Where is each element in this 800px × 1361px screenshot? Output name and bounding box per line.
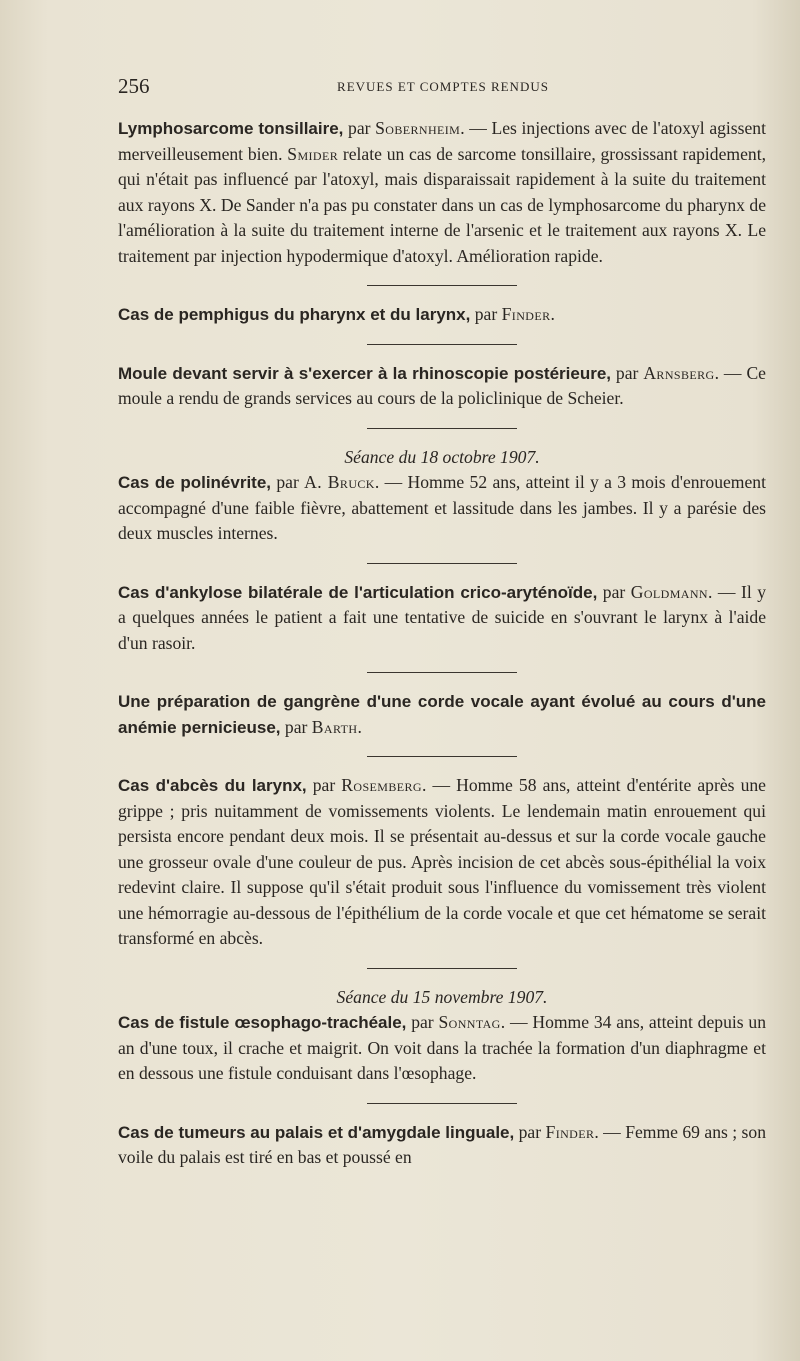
entry-text: . — Homme 52 ans, atteint il y a 3 mois d'enrouement accompagné d'une faible fièvre, abattement et lassitude dans les jambes. Il y a parésie des deux muscles internes. [118,472,766,543]
entry-paragraph [118,470,766,547]
section-divider [367,428,517,429]
entry-text: . [357,716,362,737]
entry-text: . — Il y a quelques années le patient a fait une tentative de suicide en s'ouvrant le larynx à l'aide d'un rasoir. [118,581,767,653]
entry-paragraph [118,1010,766,1087]
page-header [118,74,768,100]
entry-paragraph [118,773,766,952]
section-divider [367,756,517,757]
entry-author: Sonntag [438,1012,501,1032]
session-date: Séance du 15 novembre 1907. [336,986,548,1007]
section-divider [367,344,517,345]
entry-text: . — Homme 34 ans, atteint depuis un an d'une toux, il crache et maigrit. On voit dans la trachée la formation d'un diaphragme et en dessous une fistule conduisant dans l'œsophage. [118,1012,766,1083]
page-number: 256 [118,74,150,98]
report-entry [118,689,766,740]
entry-author: Rosemberg [341,775,422,795]
entry-author: A. Bruck [304,472,375,492]
entry-text: . — Homme 58 ans, atteint d'entérite après une grippe ; pris nuitamment de vomissements violents. Le lendemain matin enrouement qui persista encore pendant deux mois. Il se présentait au-dessus et sur la corde vocale gauche une grosseur ovale d'une couleur de pus. Après incision de cet abcès sous-épithélial la voix redevint claire. Il suppose qu'il s'était produit sous l'influence du vomissement très violent une hémorragie au-dessous de l'épithélium de la corde vocale et que cet hématome se serait transformé en abcès. [118,775,766,948]
report-entry [118,1120,766,1171]
entry-connector: par [611,362,644,383]
entry-connector: par [597,581,631,602]
section-divider [367,672,517,673]
entry-author: Finder [545,1121,595,1142]
entry-paragraph [118,580,766,657]
entry-connector: par [470,304,502,324]
entry-title: Moule devant servir à s'exercer à la rhinoscopie postérieure, [118,363,611,383]
entry-title: Cas de fistule œsophago-trachéale, [118,1013,407,1032]
entry-title: Cas d'abcès du larynx, [118,776,307,795]
running-title: REVUES ET COMPTES RENDUS [337,79,549,94]
entry-title: Cas de tumeurs au palais et d'amygdale linguale, [118,1122,515,1142]
entry-paragraph [118,689,766,740]
session-date: Séance du 18 octobre 1907. [344,446,540,467]
entry-paragraph [118,116,766,269]
entry-paragraph [118,1120,766,1171]
entry-title: Cas d'ankylose bilatérale de l'articulation crico-aryténoïde, [118,582,598,602]
report-entry [118,773,766,952]
report-entry [118,116,766,269]
entry-author: Finder [501,304,551,324]
entry-connector: par [271,472,305,492]
entry-title: Lymphosarcome tonsillaire, [118,119,344,138]
entry-title: Une préparation de gangrène d'une corde vocale ayant évolué au cours d'une anémie pernicieuse, [118,692,766,737]
report-entry [118,302,766,328]
entry-text: . — Ce moule a rendu de grands services au cours de la policlinique de Scheier. [118,362,766,408]
report-entry [118,1010,766,1087]
entry-title: Cas de polinévrite, [118,473,272,492]
entry-author: Goldmann [630,581,709,602]
entry-author: Smider [287,143,339,164]
entry-text: . — Les injections avec de l'atoxyl agissent merveilleusement bien. [118,118,766,164]
entry-author: Barth [311,716,358,737]
section-divider [367,563,517,564]
article-body [118,116,766,1171]
section-divider [367,1103,517,1104]
entry-paragraph [118,361,766,412]
entry-connector: par [280,716,312,737]
entry-title: Cas de pemphigus du pharynx et du larynx, [118,305,471,324]
entry-connector: par [514,1121,546,1142]
report-entry [118,470,766,547]
section-divider [367,968,517,969]
entry-author: Arnsberg [643,362,715,383]
entry-connector: par [343,118,376,138]
entry-text: relate un cas de sarcome tonsillaire, grossissant rapidement, qui n'était pas influencé par l'atoxyl, mais disparaissait rapidement à la suite du traitement aux rayons X. De Sander n'a pas pu constater dans un cas de lymphosarcome du pharynx de l'amélioration à la suite du traitement interne de l'arsenic et le traitement aux rayons X. Le traitement par injection hypodermique d'atoxyl. Amélioration rapide. [118,143,766,266]
section-divider [367,285,517,286]
entry-text: . [550,304,555,324]
entry-paragraph [118,302,766,328]
entry-connector: par [406,1012,439,1032]
entry-connector: par [306,775,342,795]
entry-text: . — Femme 69 ans ; son voile du palais est tiré en bas et poussé en [118,1121,766,1167]
report-entry [118,361,766,412]
report-entry [118,580,766,657]
entry-author: Sobernheim [375,118,461,138]
